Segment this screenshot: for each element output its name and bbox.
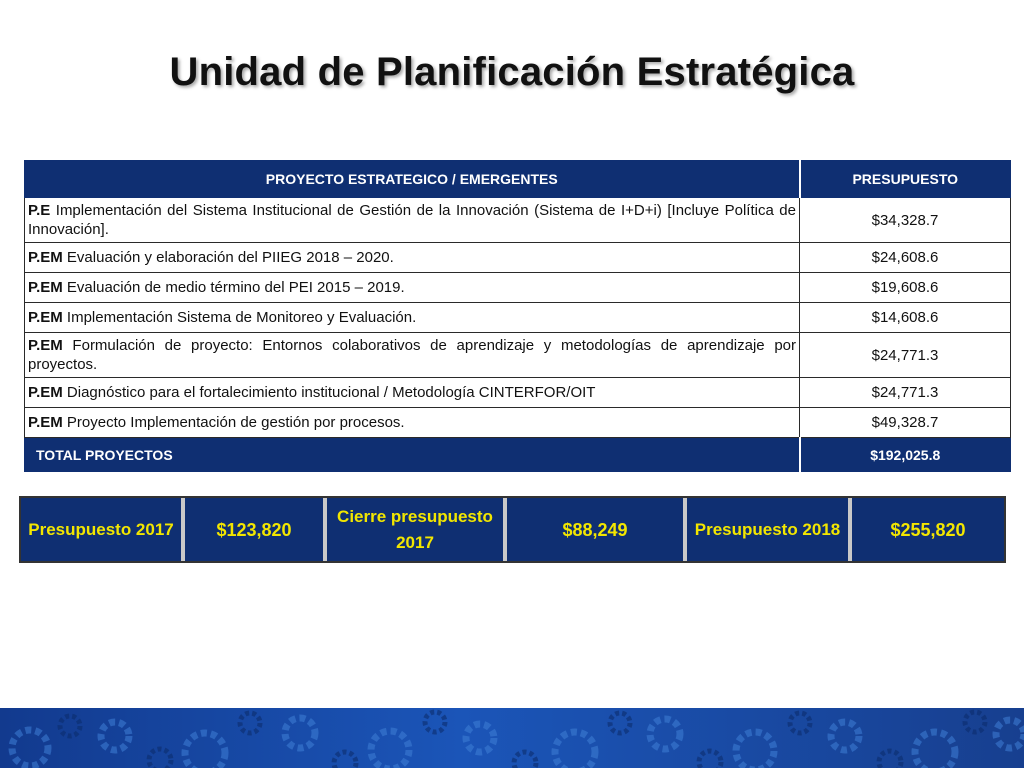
project-text: Diagnóstico para el fortalecimiento institucional / Metodología CINTERFOR/OIT <box>62 384 596 401</box>
closing-2017-label: Cierre presupuesto 2017 <box>327 498 507 561</box>
table-row <box>25 333 1011 378</box>
project-description <box>25 273 800 303</box>
project-text: Proyecto Implementación de gestión por procesos. <box>62 414 405 431</box>
table-row <box>25 408 1011 438</box>
project-amount: $24,771.3 <box>800 378 1011 408</box>
project-code: P.EM <box>28 249 63 266</box>
footer-gear-banner <box>0 708 1024 768</box>
table-row <box>25 303 1011 333</box>
table-row <box>25 273 1011 303</box>
project-amount: $19,608.6 <box>800 273 1011 303</box>
project-text: Implementación del Sistema Institucional de Gestión de la Innovación (Sistema de I+D+i) [Incluye Política de Innovación]. <box>28 202 796 238</box>
budget-2018-value: $255,820 <box>890 519 966 540</box>
project-description <box>25 378 800 408</box>
total-row <box>25 438 1011 472</box>
project-code: P.EM <box>28 279 63 296</box>
budget-2017-value: $123,820 <box>185 498 327 561</box>
budget-summary <box>19 496 1006 563</box>
project-description <box>25 408 800 438</box>
closing-2017-value: $88,249 <box>507 498 687 561</box>
project-text: Evaluación y elaboración del PIIEG 2018 – 2020. <box>62 249 394 266</box>
project-description <box>25 243 800 273</box>
project-text: Implementación Sistema de Monitoreo y Evaluación. <box>62 309 417 326</box>
project-code: P.E <box>28 202 51 219</box>
project-code: P.EM <box>28 414 63 431</box>
project-description <box>25 198 800 243</box>
budget-2017-label: Presupuesto 2017 <box>21 498 185 561</box>
project-amount: $24,608.6 <box>800 243 1011 273</box>
project-code: P.EM <box>28 384 63 401</box>
project-text: Evaluación de medio término del PEI 2015 – 2019. <box>62 279 405 296</box>
project-code: P.EM <box>28 337 63 354</box>
project-amount: $14,608.6 <box>800 303 1011 333</box>
total-amount: $192,025.8 <box>800 438 1011 472</box>
header-budget: PRESUPUESTO <box>800 161 1011 198</box>
gear-pattern <box>0 708 1024 768</box>
table-row <box>25 378 1011 408</box>
project-amount: $49,328.7 <box>800 408 1011 438</box>
total-label: TOTAL PROYECTOS <box>25 438 800 472</box>
project-code: P.EM <box>28 309 63 326</box>
projects-table <box>24 160 1011 472</box>
table-row <box>25 243 1011 273</box>
budget-2018-label: Presupuesto 2018 <box>687 498 852 561</box>
table-header-row <box>25 161 1011 198</box>
project-amount: $24,771.3 <box>800 333 1011 378</box>
project-text: Formulación de proyecto: Entornos colaborativos de aprendizaje y metodologías de aprendizaje por proyectos. <box>28 337 796 373</box>
project-amount: $34,328.7 <box>800 198 1011 243</box>
project-description <box>25 303 800 333</box>
table-row <box>25 198 1011 243</box>
project-description <box>25 333 800 378</box>
header-project: PROYECTO ESTRATEGICO / EMERGENTES <box>25 161 800 198</box>
page-title: Unidad de Planificación Estratégica <box>169 50 855 94</box>
